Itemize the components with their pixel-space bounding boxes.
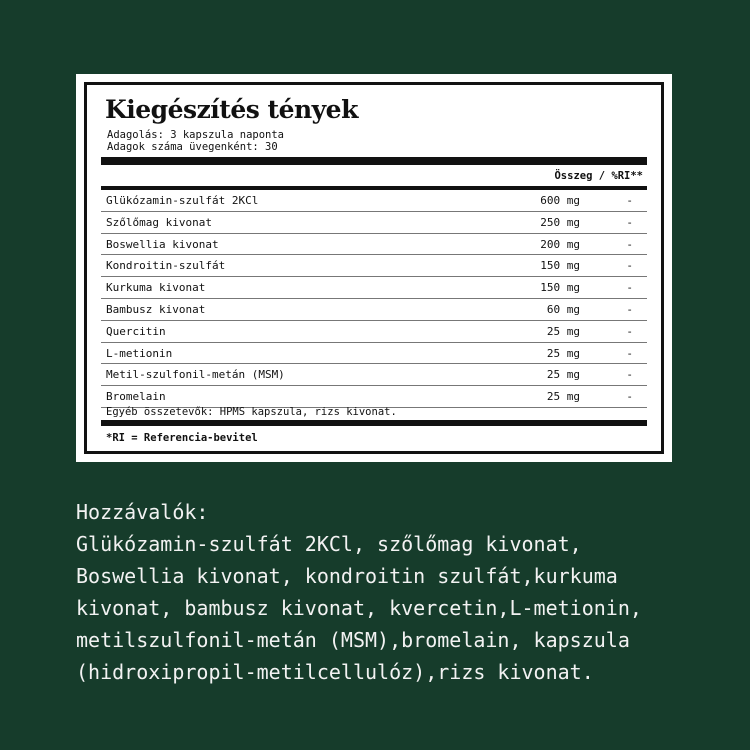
ri-footnote: *RI = Referencia-bevitel: [106, 432, 258, 444]
ingredient-ri: -: [626, 215, 633, 229]
ingredient-amount: 150 mg: [540, 259, 580, 273]
table-row: [101, 343, 647, 365]
ingredients-line: Glükózamin-szulfát 2KCl, szőlőmag kivonat,: [76, 532, 582, 556]
supplement-facts-frame: [84, 82, 664, 454]
ingredient-amount: 60 mg: [546, 302, 580, 316]
ingredient-amount: 25 mg: [546, 346, 580, 360]
ingredient-name: Bromelain: [106, 390, 166, 404]
ingredient-amount: 600 mg: [540, 194, 580, 207]
ingredient-ri: -: [626, 368, 633, 382]
ingredient-ri: -: [626, 346, 633, 360]
ingredient-name: Kurkuma kivonat: [106, 281, 206, 295]
table-row: [101, 234, 647, 256]
ingredient-amount: 200 mg: [540, 237, 580, 251]
table-row: [101, 255, 647, 277]
ingredients-line: (hidroxipropil-metilcellulóz),rizs kivonat.: [76, 660, 594, 684]
panel-title: Kiegészítés tények: [105, 95, 358, 124]
ingredients-line: Boswellia kivonat, kondroitin szulfát,kurkuma: [76, 564, 618, 588]
ingredient-ri: -: [626, 259, 633, 273]
thick-divider: [101, 157, 647, 165]
ingredient-name: Szőlőmag kivonat: [106, 215, 212, 229]
supplement-facts-panel: [76, 74, 672, 462]
table-row: [101, 364, 647, 386]
serving-size: Adagolás: 3 kapszula naponta: [107, 129, 285, 141]
ingredients-line: metilszulfonil-metán (MSM),bromelain, kapszula: [76, 628, 630, 652]
ingredient-ri: -: [626, 281, 633, 295]
thick-divider-bottom: [101, 420, 647, 426]
ingredient-ri: -: [626, 237, 633, 251]
other-ingredients: Egyéb összetevők: HPMS kapszula, rizs kivonat.: [106, 406, 397, 418]
table-row: [101, 386, 647, 408]
ingredients-text: [76, 496, 716, 688]
ingredients-line: kivonat, bambusz kivonat, kvercetin,L-metionin,: [76, 596, 642, 620]
ingredient-name: Metil-szulfonil-metán (MSM): [106, 368, 285, 382]
ingredient-name: Boswellia kivonat: [106, 237, 219, 251]
table-row: [101, 277, 647, 299]
ingredient-name: Glükózamin-szulfát 2KCl: [106, 194, 259, 207]
ingredient-amount: 25 mg: [546, 390, 580, 404]
ingredient-ri: -: [626, 302, 633, 316]
ingredient-ri: -: [626, 194, 633, 207]
ingredient-name: Kondroitin-szulfát: [106, 259, 226, 273]
ingredients-heading: Hozzávalók:: [76, 500, 209, 524]
ingredient-name: Quercitin: [106, 324, 166, 338]
table-row: [101, 321, 647, 343]
ingredient-name: Bambusz kivonat: [106, 302, 206, 316]
table-row: [101, 212, 647, 234]
servings-per-container: Adagok száma üvegenként: 30: [107, 141, 278, 153]
table-row: [101, 299, 647, 321]
ingredient-name: L-metionin: [106, 346, 173, 360]
amount-ri-column-header: Összeg / %RI**: [554, 170, 643, 182]
nutrient-table: [101, 190, 647, 408]
ingredient-amount: 250 mg: [540, 215, 580, 229]
table-row: [101, 190, 647, 212]
ingredient-ri: -: [626, 324, 633, 338]
ingredient-amount: 25 mg: [546, 324, 580, 338]
ingredient-amount: 25 mg: [546, 368, 580, 382]
ingredient-ri: -: [626, 390, 633, 404]
ingredient-amount: 150 mg: [540, 281, 580, 295]
